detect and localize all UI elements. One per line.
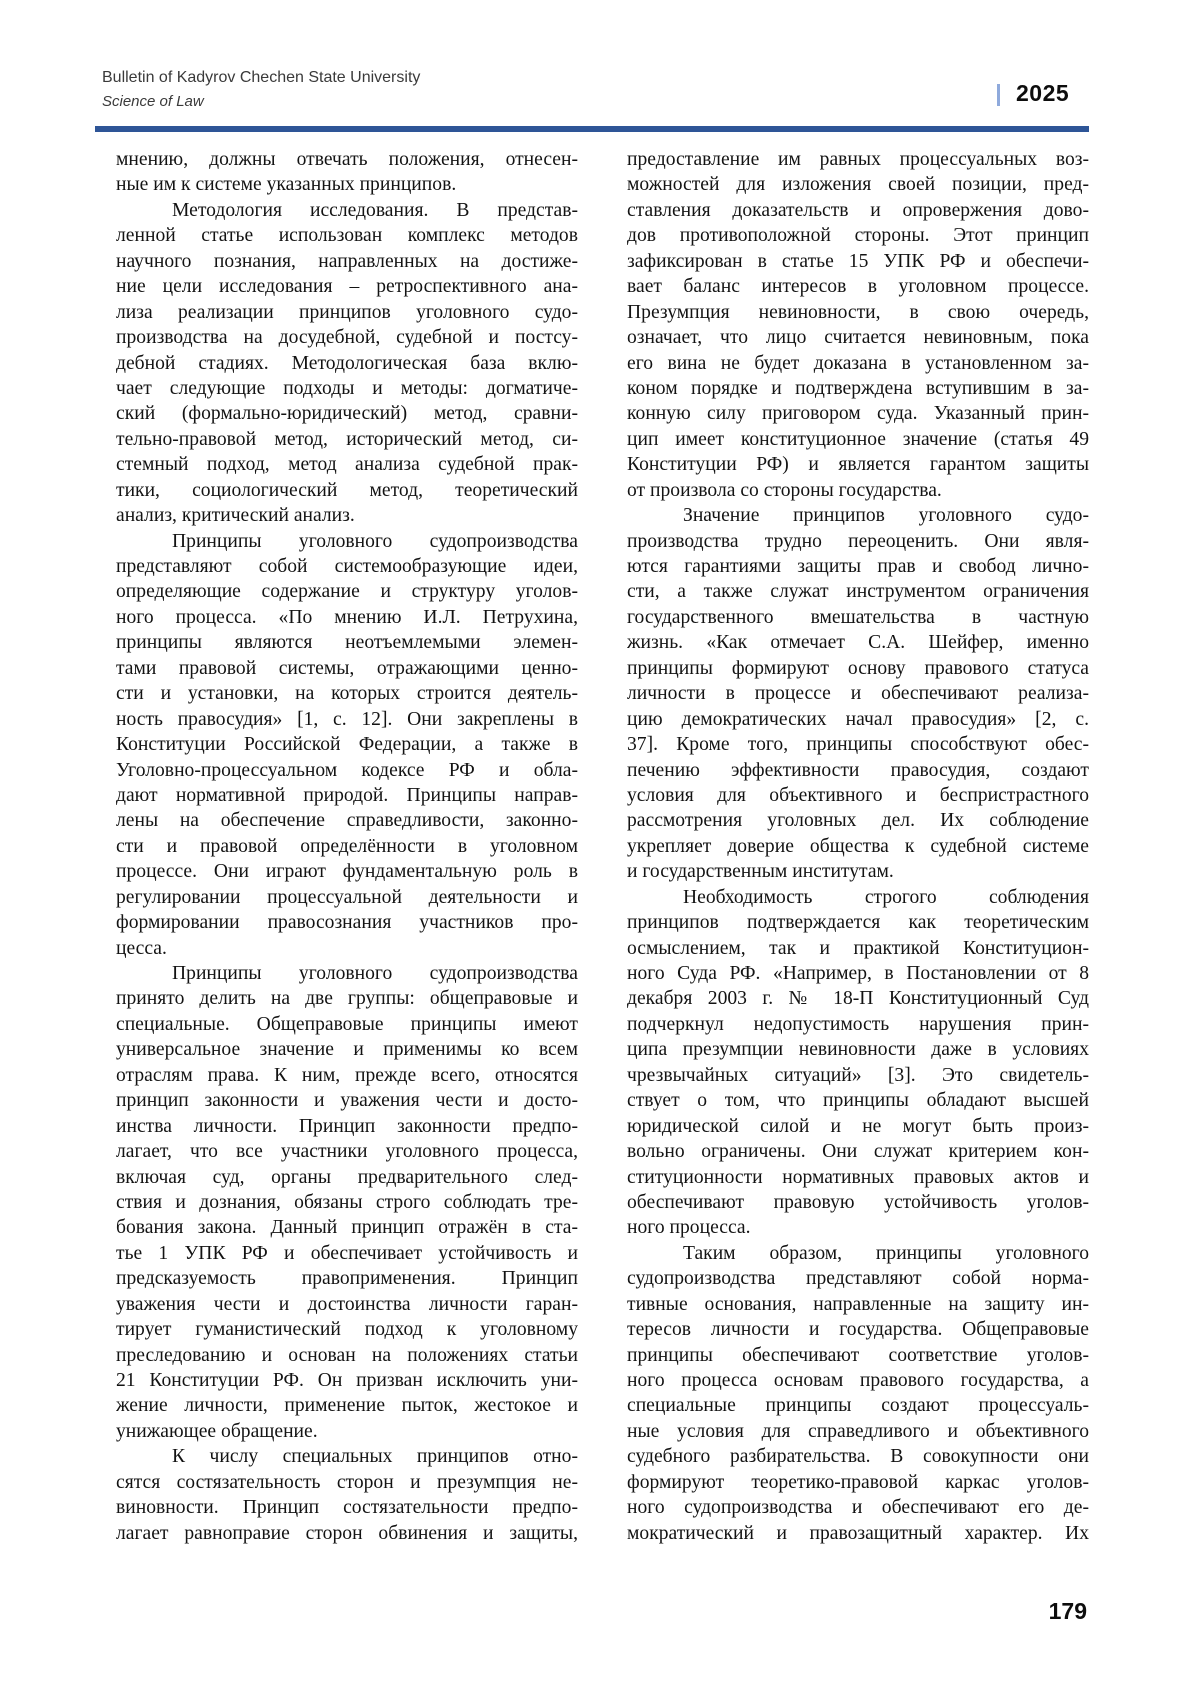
text-line: вает баланс интересов в уголовном процессе. bbox=[627, 276, 1089, 298]
text-line: Необходимость строгого соблюдения bbox=[683, 886, 1089, 908]
text-line: бования закона. Данный принцип отражён в ста- bbox=[116, 1217, 578, 1239]
text-line: Принципы уголовного судопроизводства bbox=[172, 530, 578, 552]
text-line: лагает равноправие сторон обвинения и защиты, bbox=[116, 1522, 578, 1544]
text-line: дают нормативной природой. Принципы направ- bbox=[116, 784, 578, 806]
text-line: ципа презумпции невиновности даже в условиях bbox=[627, 1039, 1089, 1061]
text-line: Значение принципов уголовного судо- bbox=[683, 505, 1089, 527]
text-line: судебного разбирательства. В совокупности они bbox=[627, 1446, 1089, 1468]
text-line: представляют собой системообразующие идеи, bbox=[116, 556, 578, 577]
text-line: судопроизводства представляют собой норма- bbox=[627, 1268, 1089, 1290]
text-line: ский (формально-юридический) метод, сравни- bbox=[116, 403, 578, 425]
text-line: сти и установки, на которых строится деятель- bbox=[116, 683, 578, 705]
text-line: Презумпция невиновности, в свою очередь, bbox=[627, 301, 1089, 323]
text-line: ного процесса основам правового государства, а bbox=[627, 1370, 1089, 1391]
text-line: означает, что лицо считается невиновным, пока bbox=[627, 327, 1089, 349]
year-label: 2025 bbox=[1016, 80, 1070, 106]
journal-subtitle: Science of Law bbox=[102, 93, 204, 110]
text-line: юридической силой и не могут быть произ- bbox=[627, 1115, 1089, 1137]
text-line: принципов подтверждается как теоретическим bbox=[627, 912, 1089, 934]
text-line: формировании правосознания участников про- bbox=[116, 912, 578, 934]
paragraph bbox=[627, 147, 1089, 503]
year-divider-bar bbox=[997, 84, 1000, 106]
text-line: обеспечивают правовую устойчивость уголов- bbox=[627, 1191, 1089, 1213]
text-line: коном порядке и подтверждена вступившим в за- bbox=[627, 377, 1089, 399]
text-line: укрепляет доверие общества к судебной системе bbox=[627, 835, 1089, 857]
text-line: и государственным институтам. bbox=[627, 861, 894, 883]
text-line: определяющие содержание и структуру уголов- bbox=[116, 581, 578, 603]
text-line: мократический и правозащитный характер. Их bbox=[627, 1522, 1089, 1544]
text-line: подчеркнул недопустимость нарушения прин- bbox=[627, 1013, 1089, 1035]
paragraph bbox=[116, 147, 578, 198]
text-line: Конституции Российской Федерации, а также в bbox=[116, 734, 578, 756]
header-rule bbox=[95, 126, 1089, 132]
text-line: цип имеет конституционное значение (статья 49 bbox=[627, 428, 1089, 450]
text-line: Таким образом, принципы уголовного bbox=[683, 1242, 1089, 1264]
text-line: тересов личности и государства. Общеправовые bbox=[627, 1319, 1089, 1341]
text-line: ного процесса. «По мнению И.Л. Петрухина, bbox=[116, 606, 578, 628]
text-line: осмыслением, так и практикой Конституцион- bbox=[627, 937, 1089, 959]
text-line: тье 1 УПК РФ и обеспечивает устойчивость и bbox=[116, 1242, 578, 1264]
text-line: К числу специальных принципов отно- bbox=[172, 1446, 578, 1468]
text-line: стемный подход, метод анализа судебной прак- bbox=[116, 454, 578, 476]
text-line: тивные основания, направленные на защиту ин- bbox=[627, 1293, 1089, 1315]
text-line: универсальное значение и применимы ко всем bbox=[116, 1039, 578, 1061]
text-line: дов противоположной стороны. Этот принцип bbox=[627, 225, 1089, 247]
paragraph bbox=[627, 503, 1089, 885]
text-line: специальные. Общеправовые принципы имеют bbox=[116, 1013, 578, 1035]
text-line: печению эффективности правосудия, создают bbox=[627, 759, 1089, 781]
text-line: регулировании процессуальной деятельности и bbox=[116, 886, 578, 908]
text-line: принцип законности и уважения чести и досто- bbox=[116, 1090, 578, 1112]
text-line: научного познания, направленных на достиже- bbox=[116, 250, 578, 272]
text-line: зафиксирован в статье 15 УПК РФ и обеспечи- bbox=[627, 250, 1089, 272]
text-line: предоставление им равных процессуальных воз- bbox=[627, 149, 1089, 170]
text-line: формируют теоретико-правовой каркас уголов- bbox=[627, 1471, 1089, 1493]
text-line: тики, социологический метод, теоретический bbox=[116, 479, 578, 501]
text-line: личности в процессе и обеспечивают реализа- bbox=[627, 683, 1089, 705]
text-line: цесса. bbox=[116, 937, 167, 959]
text-line: его вина не будет доказана в установленном за- bbox=[627, 352, 1089, 374]
paragraph bbox=[116, 198, 578, 529]
text-line: тельно-правовой метод, исторический метод, си- bbox=[116, 428, 578, 450]
text-line: дебной стадиях. Методологическая база вклю- bbox=[116, 352, 578, 374]
text-line: чает следующие подходы и методы: догматиче- bbox=[116, 377, 578, 399]
text-line: конную силу приговором суда. Указанный прин- bbox=[627, 403, 1089, 425]
text-line: унижающее обращение. bbox=[116, 1420, 318, 1442]
text-line: включая суд, органы предварительного след- bbox=[116, 1166, 578, 1188]
text-line: преследованию и основан на положениях статьи bbox=[116, 1344, 578, 1366]
text-line: ного процесса. bbox=[627, 1217, 751, 1239]
text-column-left bbox=[116, 147, 578, 1546]
text-line: лены на обеспечение справедливости, законно- bbox=[116, 810, 578, 832]
text-line: ствует о том, что принципы обладают высшей bbox=[627, 1090, 1089, 1112]
text-line: виновности. Принцип состязательности предпо- bbox=[116, 1497, 578, 1519]
text-line: производства на досудебной, судебной и постсу- bbox=[116, 327, 578, 349]
text-line: тирует гуманистический подход к уголовному bbox=[116, 1319, 578, 1341]
text-line: инства личности. Принцип законности предпо- bbox=[116, 1115, 578, 1137]
text-line: ние цели исследования – ретроспективного ана- bbox=[116, 276, 578, 298]
paragraph bbox=[116, 529, 578, 961]
text-line: сти, а также служат инструментом ограничения bbox=[627, 581, 1089, 603]
paragraph bbox=[116, 961, 578, 1444]
text-line: предсказуемость правоприменения. Принцип bbox=[116, 1268, 578, 1290]
text-line: можностей для изложения своей позиции, пред- bbox=[627, 174, 1089, 196]
paragraph bbox=[627, 1241, 1089, 1546]
text-line: лиза реализации принципов уголовного судо- bbox=[116, 301, 578, 323]
text-line: ного Суда РФ. «Например, в Постановлении от 8 bbox=[627, 963, 1089, 984]
text-line: сти и правовой определённости в уголовном bbox=[116, 835, 578, 857]
text-line: чрезвычайных ситуаций» [3]. Это свидетель- bbox=[627, 1064, 1089, 1086]
text-line: Принципы уголовного судопроизводства bbox=[172, 963, 578, 984]
text-line: процессе. Они играют фундаментальную роль в bbox=[116, 861, 578, 883]
text-line: уважения чести и достоинства личности гаран- bbox=[116, 1293, 578, 1315]
text-line: Конституции РФ) и является гарантом защиты bbox=[627, 454, 1089, 476]
text-line: ленной статье использован комплекс методов bbox=[116, 225, 578, 247]
text-line: специальные принципы создают процессуаль- bbox=[627, 1395, 1089, 1417]
text-line: вольно ограничены. Они служат критерием кон- bbox=[627, 1141, 1089, 1163]
text-line: ются гарантиями защиты прав и свобод лично- bbox=[627, 556, 1089, 577]
text-line: ного судопроизводства и обеспечивают его де- bbox=[627, 1497, 1089, 1519]
text-line: сятся состязательность сторон и презумпция не- bbox=[116, 1471, 578, 1493]
text-line: принято делить на две группы: общеправовые и bbox=[116, 988, 578, 1010]
text-line: принципы обеспечивают соответствие уголов- bbox=[627, 1344, 1089, 1366]
page-number: 179 bbox=[1048, 1598, 1087, 1624]
text-line: мнению, должны отвечать положения, отнесен- bbox=[116, 149, 578, 170]
text-line: жизнь. «Как отмечает С.А. Шейфер, именно bbox=[627, 632, 1089, 654]
paragraph bbox=[627, 885, 1089, 1241]
text-line: анализ, критический анализ. bbox=[116, 505, 355, 527]
text-line: ституционности нормативных правовых актов и bbox=[627, 1166, 1089, 1188]
text-line: ность правосудия» [1, с. 12]. Они закреплены в bbox=[116, 708, 578, 730]
text-line: отраслям права. К ним, прежде всего, относятся bbox=[116, 1064, 578, 1086]
text-line: принципы формируют основу правового статуса bbox=[627, 657, 1089, 679]
text-line: 37]. Кроме того, принципы способствуют обес- bbox=[627, 734, 1089, 756]
text-line: принципы являются неотъемлемыми элемен- bbox=[116, 632, 578, 654]
text-line: производства трудно переоценить. Они явля- bbox=[627, 530, 1089, 552]
journal-title: Bulletin of Kadyrov Chechen State University bbox=[102, 69, 421, 86]
text-line: от произвола со стороны государства. bbox=[627, 479, 942, 501]
paragraph bbox=[116, 1444, 578, 1546]
text-line: ные им к системе указанных принципов. bbox=[116, 174, 457, 196]
text-line: ставления доказательств и опровержения дово- bbox=[627, 199, 1089, 221]
text-line: рассмотрения уголовных дел. Их соблюдение bbox=[627, 810, 1089, 832]
text-line: тами правовой системы, отражающими ценно- bbox=[116, 657, 578, 679]
text-column-right bbox=[627, 147, 1089, 1546]
text-line: ствия и дознания, обязаны строго соблюдать тре- bbox=[116, 1191, 578, 1213]
text-line: цию демократических начал правосудия» [2, с. bbox=[627, 708, 1089, 730]
text-line: жение личности, применение пыток, жестокое и bbox=[116, 1395, 578, 1417]
text-line: Уголовно-процессуальном кодексе РФ и обла- bbox=[116, 759, 578, 781]
text-line: декабря 2003 г. № 18-П Конституционный Суд bbox=[627, 988, 1089, 1010]
text-line: 21 Конституции РФ. Он призван исключить уни- bbox=[116, 1370, 578, 1391]
text-line: Методология исследования. В представ- bbox=[172, 199, 578, 221]
text-line: государственного вмешательства в частную bbox=[627, 606, 1089, 628]
text-line: ные условия для справедливого и объективного bbox=[627, 1420, 1089, 1442]
text-line: лагает, что все участники уголовного процесса, bbox=[116, 1141, 578, 1163]
text-line: условия для объективного и беспристрастного bbox=[627, 784, 1089, 806]
